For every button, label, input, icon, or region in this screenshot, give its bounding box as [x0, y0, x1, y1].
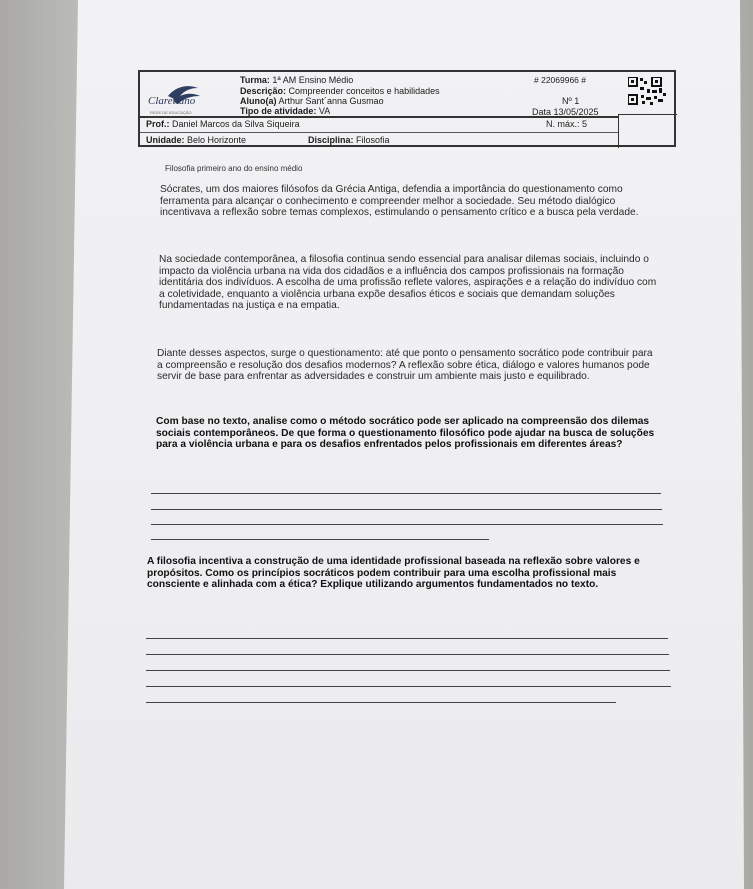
- descricao-field: Descrição: Compreender conceitos e habilidades: [240, 86, 440, 96]
- aluno-field: Aluno(a) Arthur Sant´anna Gusmao: [240, 96, 384, 106]
- paragraph-1: Sócrates, um dos maiores filósofos da Grécia Antiga, defendia a importância do questionamento como ferramenta para alcançar o conhecimento e compreender melhor a sociedade. Seu método dialógico incentivava a reflexão sobre temas complexos, estimulando o pensamento crítico e a busca pela verdade.: [160, 184, 639, 219]
- answer-line[interactable]: [151, 509, 662, 510]
- answer-line[interactable]: [146, 702, 616, 703]
- question-2: A filosofia incentiva a construção de uma identidade profissional baseada na reflexão sobre valores e propósitos. Como os princípios socráticos podem contribuir para uma escolha profissional mais consciente e alinhada com a ética? Explique utilizando argumentos fundamentados no texto.: [147, 556, 640, 591]
- unidade-field: Unidade: Belo Horizonte: [146, 135, 247, 145]
- answer-line[interactable]: [146, 638, 668, 639]
- turma-field: Turma: 1ª AM Ensino Médio: [240, 75, 354, 85]
- grade-box: [618, 114, 677, 148]
- disciplina-field: Disciplina: Filosofia: [308, 135, 390, 145]
- worksheet-header: [138, 70, 676, 147]
- paragraph-3: Diante desses aspectos, surge o questionamento: até que ponto o pensamento socrático pode contribuir para a compreensão e resolução dos desafios modernos? A reflexão sobre ética, diálogo e valores humanos pode servir de base para enfrentar as adversidades e construir um ambiente mais justo e equilibrado.: [157, 348, 653, 383]
- tipo-atividade-field: Tipo de atividade: VA: [240, 106, 331, 116]
- worksheet-subtitle: Filosofia primeiro ano do ensino médio: [165, 164, 303, 173]
- id-code: # 22069966 #: [534, 75, 586, 85]
- logo-subtext: REDE DE EDUCAÇÃO: [150, 110, 192, 115]
- qr-code-icon: [628, 77, 668, 107]
- data-field: Data 13/05/2025: [532, 107, 599, 117]
- header-divider-2: [140, 132, 618, 133]
- answer-line[interactable]: [151, 524, 663, 525]
- paragraph-2: Na sociedade contemporânea, a filosofia continua sendo essencial para analisar dilemas sociais, incluindo o impacto da violência urbana na vida dos cidadãos e a influência dos campos profissionais na formação identitária dos indivíduos. A escolha de uma profissão reflete valores, aspirações e a relação do indivíduo com a coletividade, enquanto a violência urbana expõe desafios éticos e sociais que demandam soluções fundamentadas na justiça e na empatia.: [159, 254, 657, 312]
- question-1: Com base no texto, analise como o método socrático pode ser aplicado na compreensão dos dilemas sociais contemporâneos. De que forma o questionamento filosófico pode ajudar na busca de soluções para a violência urbana e para os desafios enfrentados pelos profissionais em diferentes áreas?: [156, 416, 655, 451]
- numero-field: Nº 1: [562, 96, 580, 106]
- answer-line[interactable]: [151, 539, 489, 540]
- answer-line[interactable]: [146, 670, 670, 671]
- answer-line[interactable]: [151, 493, 661, 494]
- logo-text: Claretiano: [148, 95, 196, 107]
- answer-line[interactable]: [146, 654, 669, 655]
- professor-field: Prof.: Daniel Marcos da Silva Siqueira: [146, 119, 300, 129]
- answer-line[interactable]: [146, 686, 671, 687]
- nota-maxima-field: N. máx.: 5: [546, 119, 588, 129]
